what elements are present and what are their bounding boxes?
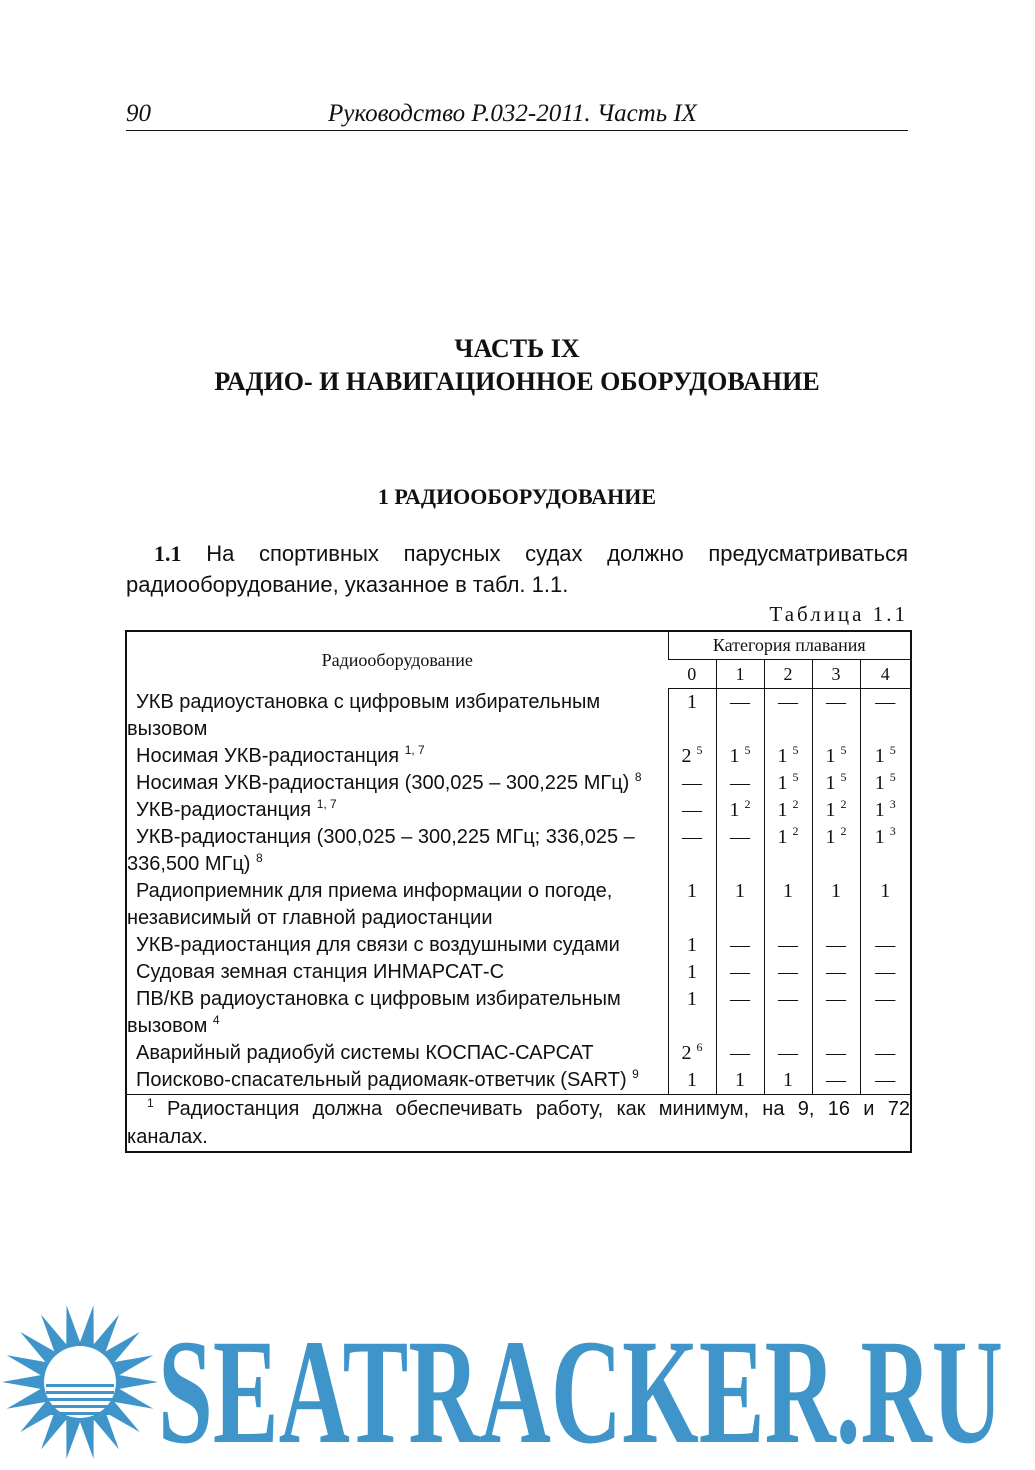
- value-note-ref: 5: [792, 742, 799, 757]
- equipment-name-text: УКВ радиоустановка с цифровым избирательным вызовом: [127, 690, 601, 740]
- category-value: [812, 824, 860, 878]
- value-main: 1: [831, 879, 841, 902]
- category-value: [716, 797, 764, 824]
- category-value: [812, 1067, 860, 1095]
- value-main: —: [730, 771, 750, 794]
- sun-wave-line: [46, 1398, 114, 1401]
- category-value: [716, 959, 764, 986]
- equipment-name: [126, 689, 668, 743]
- table-row: [126, 770, 911, 797]
- value-note-ref: 5: [840, 769, 847, 784]
- value-main: 1: [687, 1068, 697, 1091]
- category-value: [668, 932, 716, 959]
- section-title: 1 РАДИООБОРУДОВАНИЕ: [377, 484, 657, 509]
- value-main: 1: [687, 879, 697, 902]
- value-main: —: [778, 1041, 798, 1064]
- part-title: [126, 332, 908, 398]
- part-title-line1: ЧАСТЬ IX: [454, 334, 580, 363]
- part-title-line2: РАДИО- И НАВИГАЦИОННОЕ ОБОРУДОВАНИЕ: [214, 367, 820, 396]
- category-value: [764, 824, 812, 878]
- value-main: 1: [687, 933, 697, 956]
- category-value: [860, 689, 911, 743]
- value-main: 1: [825, 798, 836, 821]
- value-note-ref: 5: [792, 769, 799, 784]
- category-value: [764, 959, 812, 986]
- category-value: [764, 797, 812, 824]
- equipment-name-text: Радиоприемник для приема информации о погоде, независимый от главной радиостанции: [127, 879, 613, 929]
- value-main: —: [875, 933, 896, 956]
- category-number: 3: [812, 660, 860, 689]
- equipment-name-text: УКВ-радиостанция: [136, 798, 312, 821]
- category-value: [668, 959, 716, 986]
- value-note-ref: 5: [744, 742, 751, 757]
- category-value: [716, 986, 764, 1040]
- equipment-note-ref: 1, 7: [316, 796, 337, 811]
- value-main: —: [826, 960, 846, 983]
- value-main: 1: [880, 879, 891, 902]
- value-main: 1: [825, 825, 836, 848]
- value-main: 1: [777, 825, 788, 848]
- sun-wave-line: [46, 1384, 114, 1387]
- column-header-equipment: Радиооборудование: [321, 649, 473, 670]
- category-value: [812, 770, 860, 797]
- category-value: [668, 689, 716, 743]
- category-value: [860, 797, 911, 824]
- value-main: 1: [729, 744, 740, 767]
- category-value: [716, 1040, 764, 1067]
- equipment-note-ref: 8: [634, 769, 642, 784]
- value-main: —: [682, 798, 702, 821]
- value-main: 1: [687, 691, 697, 713]
- category-value: [812, 689, 860, 743]
- equipment-name: [126, 797, 668, 824]
- value-main: —: [682, 771, 702, 794]
- category-value: [860, 932, 911, 959]
- category-value: [860, 1067, 911, 1095]
- value-main: 1: [777, 744, 788, 767]
- value-main: —: [730, 825, 750, 848]
- value-main: —: [826, 691, 846, 713]
- value-main: —: [875, 960, 896, 983]
- value-note-ref: 2: [840, 796, 847, 811]
- category-value: [764, 1067, 812, 1095]
- value-main: —: [730, 960, 750, 983]
- category-number: 4: [860, 660, 911, 689]
- equipment-name-text: Поисково-спасательный радиомаяк-ответчик (SART): [136, 1068, 627, 1091]
- table-row: [126, 743, 911, 770]
- category-value: [812, 743, 860, 770]
- value-note-ref: 2: [792, 823, 799, 838]
- value-note-ref: 2: [744, 796, 751, 811]
- paragraph-number: 1.1: [154, 541, 182, 566]
- watermark-text: SEATRACKER.RU: [158, 1322, 1003, 1462]
- category-value: [860, 986, 911, 1040]
- value-main: 1: [783, 1068, 793, 1091]
- value-main: —: [682, 825, 702, 848]
- equipment-name: [126, 986, 668, 1040]
- value-main: —: [826, 1041, 846, 1064]
- category-value: [812, 797, 860, 824]
- value-main: —: [730, 691, 750, 713]
- value-note-ref: 2: [840, 823, 847, 838]
- value-main: —: [875, 691, 896, 713]
- value-main: 1: [729, 798, 740, 821]
- value-note-ref: 5: [840, 742, 847, 757]
- category-value: [716, 743, 764, 770]
- value-main: —: [826, 1068, 846, 1091]
- equipment-name: [126, 959, 668, 986]
- value-main: 1: [687, 960, 697, 983]
- category-value: [716, 932, 764, 959]
- category-value: [764, 986, 812, 1040]
- watermark-logo: [158, 1322, 1028, 1462]
- equipment-name-text: Носимая УКВ-радиостанция: [136, 744, 400, 767]
- category-value: [668, 824, 716, 878]
- category-value: [668, 1040, 716, 1067]
- value-main: 1: [874, 744, 885, 767]
- equipment-note-ref: 8: [256, 850, 263, 865]
- equipment-name-text: Судовая земная станция ИНМАРСАТ-С: [136, 960, 505, 983]
- equipment-table: [125, 630, 912, 1153]
- value-main: —: [826, 933, 846, 956]
- equipment-note-ref: 4: [212, 1012, 220, 1027]
- table-row: [126, 1067, 911, 1095]
- value-note-ref: 5: [889, 742, 896, 757]
- value-main: —: [778, 960, 798, 983]
- category-value: [668, 797, 716, 824]
- value-main: 1: [825, 744, 836, 767]
- running-header: [126, 96, 908, 131]
- category-value: [812, 1040, 860, 1067]
- value-main: —: [875, 1068, 896, 1091]
- value-main: 1: [874, 771, 885, 794]
- equipment-name: [126, 770, 668, 797]
- category-value: [812, 959, 860, 986]
- equipment-note-ref: 9: [632, 1066, 639, 1081]
- equipment-name: [126, 932, 668, 959]
- value-main: 1: [874, 825, 885, 848]
- equipment-name: [126, 824, 668, 878]
- intro-paragraph: [126, 538, 908, 600]
- value-main: 1: [735, 879, 745, 902]
- equipment-note-ref: 1, 7: [404, 742, 425, 757]
- sun-wave-line: [46, 1405, 114, 1408]
- value-main: 1: [777, 798, 788, 821]
- running-title: Руководство Р.032-2011. Часть IX: [328, 100, 697, 127]
- category-value: [812, 878, 860, 932]
- value-main: 1: [735, 1068, 745, 1091]
- paragraph-text: На спортивных парусных судах должно предусматриваться радиооборудование, указанное в табл. 1.1.: [126, 541, 908, 597]
- value-main: 1: [825, 771, 836, 794]
- value-main: 2: [681, 1041, 692, 1064]
- table-row: [126, 797, 911, 824]
- category-value: [764, 770, 812, 797]
- category-value: [764, 1040, 812, 1067]
- value-main: —: [875, 987, 896, 1010]
- category-value: [764, 878, 812, 932]
- category-value: [860, 959, 911, 986]
- value-main: 1: [777, 771, 788, 794]
- table-row: [126, 824, 911, 878]
- equipment-name: [126, 743, 668, 770]
- table-row: [126, 932, 911, 959]
- value-main: —: [778, 933, 798, 956]
- table-row: [126, 959, 911, 986]
- category-value: [668, 986, 716, 1040]
- sun-wave-line: [46, 1391, 114, 1394]
- category-value: [860, 743, 911, 770]
- value-note-ref: 2: [792, 796, 799, 811]
- category-value: [764, 743, 812, 770]
- value-main: 2: [681, 744, 692, 767]
- category-value: [860, 770, 911, 797]
- table-label: Таблица 1.1: [769, 602, 908, 626]
- table-row: [126, 986, 911, 1040]
- value-main: —: [826, 987, 846, 1010]
- value-main: 1: [874, 798, 885, 821]
- equipment-name-text: Аварийный радиобуй системы КОСПАС-САРСАТ: [136, 1041, 594, 1064]
- value-main: —: [730, 933, 750, 956]
- table-row: [126, 689, 911, 743]
- category-value: [668, 878, 716, 932]
- value-main: —: [730, 1041, 750, 1064]
- value-main: —: [875, 1041, 896, 1064]
- sun-wave-line: [46, 1412, 114, 1415]
- table-row: [126, 878, 911, 932]
- equipment-name-text: Носимая УКВ-радиостанция (300,025 – 300,225 МГц): [136, 771, 630, 794]
- table-row: [126, 1040, 911, 1067]
- footnote-text: Радиостанция должна обеспечивать работу, как минимум, на 9, 16 и 72 каналах.: [127, 1097, 911, 1148]
- column-header-category: Категория плавания: [668, 631, 911, 660]
- value-main: —: [778, 691, 798, 713]
- equipment-name: [126, 1040, 668, 1067]
- category-value: [764, 932, 812, 959]
- value-main: 1: [687, 987, 697, 1010]
- category-value: [668, 1067, 716, 1095]
- category-number: 1: [716, 660, 764, 689]
- value-note-ref: 3: [889, 823, 896, 838]
- category-value: [716, 1067, 764, 1095]
- table-footnote: [126, 1094, 911, 1152]
- category-value: [764, 689, 812, 743]
- equipment-name-text: УКВ-радиостанция (300,025 – 300,225 МГц; 336,025 – 336,500 МГц): [127, 825, 635, 875]
- value-note-ref: 5: [696, 742, 703, 757]
- footnote-mark: 1: [147, 1095, 154, 1110]
- category-value: [860, 824, 911, 878]
- value-note-ref: 6: [696, 1039, 703, 1054]
- category-value: [716, 770, 764, 797]
- equipment-name-text: ПВ/КВ радиоустановка с цифровым избирательным вызовом: [127, 987, 621, 1037]
- page-number: 90: [126, 100, 151, 127]
- value-main: 1: [783, 879, 793, 902]
- category-value: [716, 824, 764, 878]
- equipment-name: [126, 878, 668, 932]
- equipment-name: [126, 1067, 668, 1095]
- category-value: [860, 878, 911, 932]
- category-value: [812, 932, 860, 959]
- category-value: [716, 689, 764, 743]
- equipment-name-text: УКВ-радиостанция для связи с воздушными судами: [136, 933, 620, 956]
- category-number: 0: [668, 660, 716, 689]
- category-number: 2: [764, 660, 812, 689]
- category-value: [812, 986, 860, 1040]
- value-main: —: [730, 987, 750, 1010]
- value-note-ref: 5: [889, 769, 896, 784]
- category-value: [668, 743, 716, 770]
- category-value: [716, 878, 764, 932]
- category-value: [860, 1040, 911, 1067]
- category-value: [668, 770, 716, 797]
- value-main: —: [778, 987, 798, 1010]
- value-note-ref: 3: [889, 796, 896, 811]
